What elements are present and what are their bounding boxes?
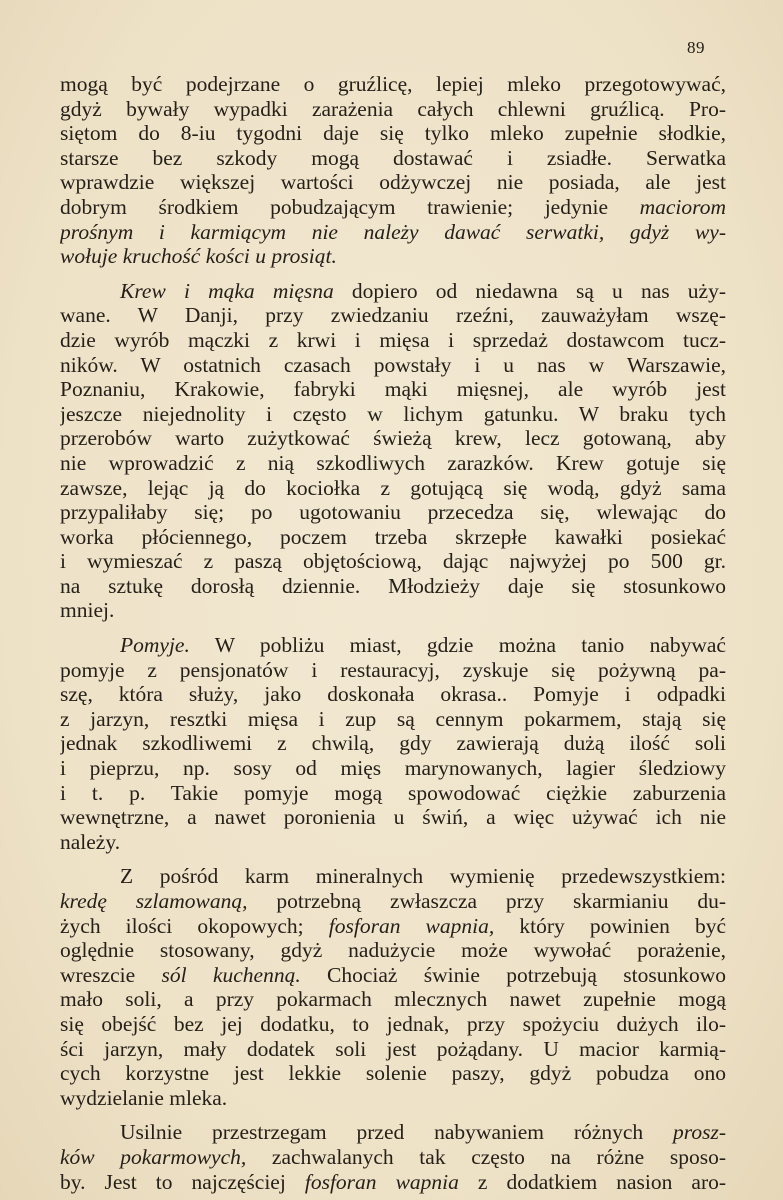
emphasis: fosforan wapnia (304, 1169, 459, 1194)
text-line: wane. W Danji, przy zwiedzaniu rzeźni, zauważyłam wszę- (60, 303, 726, 328)
emphasis: maciorom (639, 194, 726, 219)
emphasis: sól kuchenną. (161, 962, 301, 987)
text-line: worka płóciennego, poczem trzeba skrzepłe kawałki posiekać (60, 524, 726, 549)
text-line: mało soli, a przy pokarmach mlecznych nawet zupełnie mogą (60, 987, 726, 1012)
text-line: siętom do 8-iu tygodni daje się tylko mleko zupełnie słodkie, (60, 121, 726, 146)
text-line: Z pośród karm mineralnych wymienię przedewszystkiem: (120, 864, 726, 889)
page-text (60, 72, 726, 1194)
text-line: dobrym środkiem pobudzającym trawienie; jedynie maciorom (60, 194, 726, 219)
text-line: cych korzystne jest lekkie solenie paszy, gdyż pobudza ono (60, 1061, 726, 1086)
emphasis: prosz- (673, 1120, 726, 1145)
text-line: pomyje z pensjonatów i restauracyj, zyskuje się pożywną pa- (60, 657, 726, 682)
section-term: Krew i mąka mięsna (120, 278, 334, 303)
text-line: Krew i mąka mięsna dopiero od niedawna są u nas uży- (120, 278, 726, 303)
text-line: przypaliłaby się; po ugotowaniu przecedza się, wlewając do (60, 500, 726, 525)
text-line: Pomyje. W pobliżu miast, gdzie można tanio nabywać (120, 633, 726, 658)
text-line: jednak szkodliwemi z chwilą, gdy zawierają dużą ilość soli (60, 731, 726, 756)
text-line: i t. p. Takie pomyje mogą spowodować ciężkie zaburzenia (60, 780, 726, 805)
text-line: wprawdzie większej wartości odżywczej nie posiada, ale jest (60, 170, 726, 195)
text-line: prośnym i karmiącym nie należy dawać serwatki, gdyż wy- (60, 219, 726, 244)
page-number: 89 (687, 38, 705, 57)
text-line: Poznaniu, Krakowie, fabryki mąki mięsnej, ale wyrób jest (60, 377, 726, 402)
text-line: dzie wyrób mączki z krwi i mięsa i sprzedaż dostawcom tucz- (60, 327, 726, 352)
text-line: przerobów warto zużytkować świeżą krew, lecz gotowaną, aby (60, 426, 726, 451)
text-line: należy. (60, 829, 121, 854)
text-line: mogą być podejrzane o gruźlicę, lepiej mleko przegotowywać, (60, 72, 726, 96)
text-line: żych ilości okopowych; fosforan wapnia, który powinien być (60, 913, 726, 938)
text-line: szę, która służy, jako doskonała okrasa.. Pomyje i odpadki (60, 682, 726, 707)
text-line: wreszcie sól kuchenną. Chociaż świnie potrzebują stosunkowo (60, 962, 726, 987)
text-line: na sztukę dorosłą dziennie. Młodzieży daje się stosunkowo (60, 573, 726, 598)
text-line: Usilnie przestrzegam przed nabywaniem różnych prosz- (120, 1120, 726, 1145)
text-line: i wymieszać z paszą objętościową, dając najwyżej po 500 gr. (60, 549, 726, 574)
text-line: nie wprowadzić z nią szkodliwych zarazków. Krew gotuje się (60, 450, 726, 475)
text-line: ków pokarmowych, zachwalanych tak często na różne sposo- (60, 1144, 726, 1169)
text-line: ników. W ostatnich czasach powstały i u nas w Warszawie, (60, 352, 726, 377)
text-line: starsze bez szkody mogą dostawać i zsiadłe. Serwatka (60, 145, 726, 170)
text-line: wydzielanie mleka. (60, 1085, 228, 1110)
section-term: Pomyje. (120, 633, 190, 658)
text-line: mniej. (60, 598, 115, 623)
text-line: z jarzyn, resztki mięsa i zup są cennym pokarmem, stają się (60, 706, 726, 731)
text-line: wołuje kruchość kości u prosiąt. (60, 244, 337, 269)
emphasis: ków pokarmowych, (60, 1144, 247, 1169)
text-line: ści jarzyn, mały dodatek soli jest pożądany. U macior karmią- (60, 1036, 726, 1061)
emphasis: kredę szlamowaną, (60, 889, 248, 913)
text-line: i pieprzu, np. sosy od mięs marynowanych, lagier śledziowy (60, 756, 726, 781)
text-line: kredę szlamowaną, potrzebną zwłaszcza przy skarmianiu du- (60, 889, 726, 913)
text-line: gdyż bywały wypadki zarażenia całych chlewni gruźlicą. Pro- (60, 96, 726, 121)
emphasis: fosforan wapnia, (328, 913, 495, 938)
text-line: by. Jest to najczęściej fosforan wapnia z dodatkiem nasion aro- (60, 1169, 726, 1194)
text-line: oględnie stosowany, gdyż nadużycie może wywołać porażenie, (60, 938, 726, 963)
text-line: jeszcze niejednolity i często w lichym gatunku. W braku tych (60, 401, 726, 426)
text-line: się obejść bez jej dodatku, to jednak, przy spożyciu dużych ilo- (60, 1011, 726, 1036)
text-line: wewnętrzne, a nawet poronienia u świń, a więc używać ich nie (60, 805, 726, 830)
text-line: zawsze, lejąc ją do kociołka z gotującą się wodą, gdyż sama (60, 475, 726, 500)
